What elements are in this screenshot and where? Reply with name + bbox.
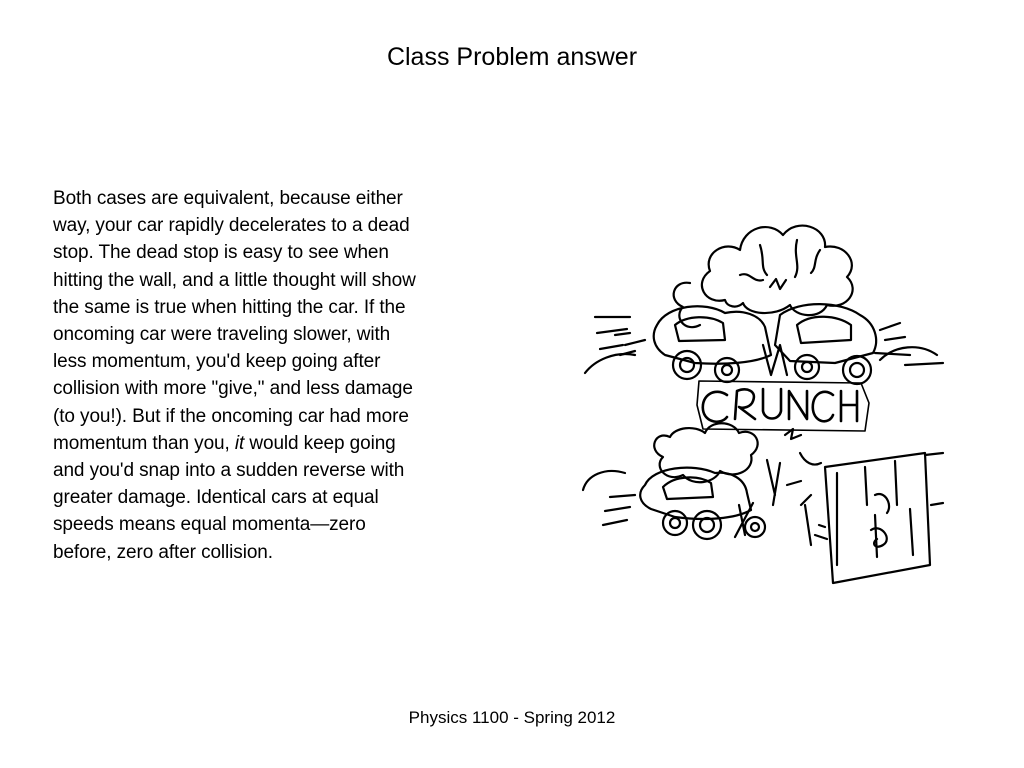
paragraph-line-end: would keep going: [244, 432, 396, 454]
paragraph-line: greater damage. Identical cars at equal: [53, 487, 379, 509]
smoke-cloud-top: [702, 226, 853, 316]
paragraph-line: stop. The dead stop is easy to see when: [53, 242, 389, 264]
answer-paragraph: [53, 185, 501, 566]
wheel: [843, 356, 871, 384]
paragraph-line: and you'd snap into a sudden reverse with: [53, 460, 405, 482]
wheel: [715, 358, 739, 382]
paragraph-line: less momentum, you'd keep going after: [53, 351, 381, 373]
upper-right-car: [775, 304, 876, 363]
smoke-cloud-lower: [654, 423, 757, 482]
paragraph-line: way, your car rapidly decelerates to a dead: [53, 215, 410, 237]
wheel: [693, 511, 721, 539]
paragraph-line: [53, 430, 501, 457]
paragraph-line: collision with more "give," and less damage: [53, 378, 413, 400]
slide-footer: Physics 1100 - Spring 2012: [408, 708, 616, 727]
paragraph-line: (to you!). But if the oncoming car had more: [53, 405, 409, 427]
smoke-cloud-left: [674, 283, 700, 327]
paragraph-line-start: momentum than you,: [53, 432, 235, 454]
italic-word: it: [234, 432, 245, 454]
paragraph-line: hitting the wall, and a little thought will show: [53, 269, 416, 291]
wheel: [795, 355, 819, 379]
wheel: [745, 517, 765, 537]
upper-left-car: [654, 306, 771, 363]
paragraph-line: before, zero after collision.: [53, 541, 273, 563]
wheel: [673, 351, 701, 379]
slide-title: Class Problem answer: [386, 43, 638, 71]
wheel: [663, 511, 687, 535]
lower-left-car: [640, 468, 751, 519]
paragraph-line: the same is true when hitting the car. If the: [53, 296, 406, 318]
paragraph-line: speeds means equal momenta—zero: [53, 514, 366, 536]
paragraph-line: oncoming car were traveling slower, with: [53, 324, 391, 346]
car-crash-cartoon: [575, 205, 945, 590]
paragraph-line: Both cases are equivalent, because either: [53, 188, 403, 209]
brick-wall: [825, 453, 930, 583]
